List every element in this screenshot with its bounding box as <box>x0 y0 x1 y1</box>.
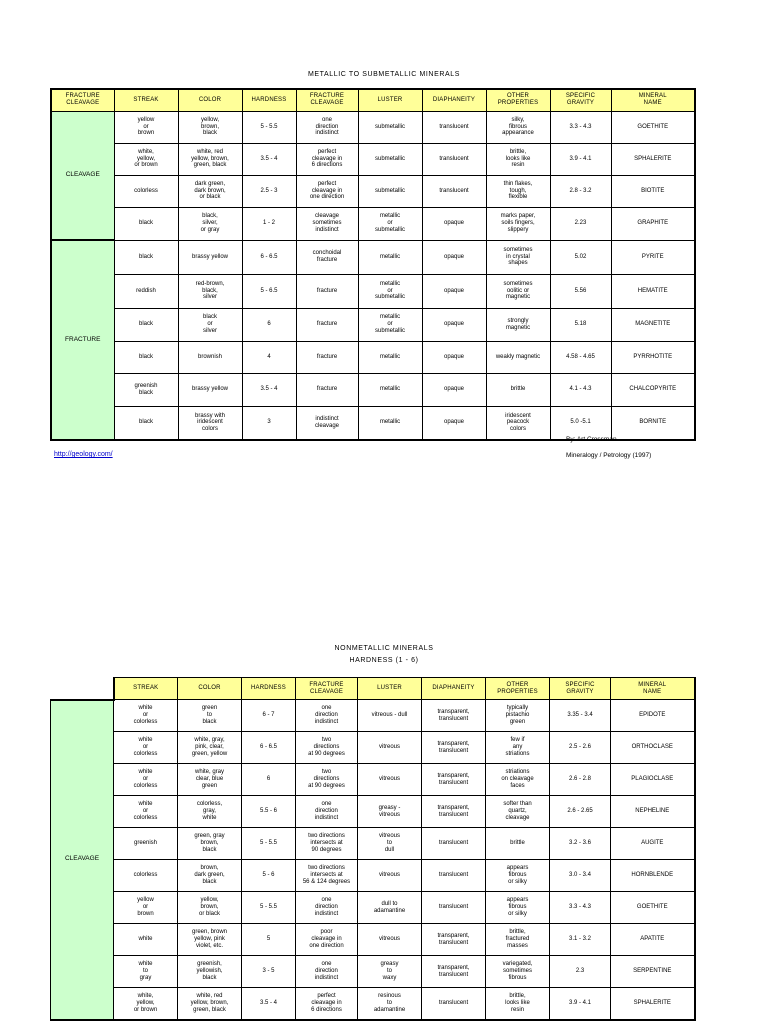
group-label: CLEAVAGE <box>51 111 114 240</box>
table-row <box>51 111 695 143</box>
table-row <box>51 274 695 308</box>
table-cell: yellow, brown, or black <box>178 892 242 924</box>
table-cell: transparent, translucent <box>422 764 486 796</box>
table-cell: weakly magnetic <box>486 341 550 373</box>
table-cell: brassy yellow <box>178 373 242 406</box>
table-cell: 1 - 2 <box>242 207 296 240</box>
table-cell: opaque <box>422 308 486 341</box>
column-header: OTHER PROPERTIES <box>486 678 550 700</box>
column-header: DIAPHANEITY <box>422 678 486 700</box>
table-cell: brittle, looks like resin <box>486 988 550 1020</box>
table-row <box>51 796 695 828</box>
column-header: FRACTURE CLEAVAGE <box>51 89 114 111</box>
table-cell: GOETHITE <box>611 111 695 143</box>
table-cell: two directions at 90 degrees <box>296 732 358 764</box>
table-cell: opaque <box>422 406 486 440</box>
table-cell: 6 <box>242 308 296 341</box>
table-cell: brittle <box>486 828 550 860</box>
table-cell: 3 <box>242 406 296 440</box>
column-header: MINERAL NAME <box>611 678 695 700</box>
table-cell: 2.6 - 2.65 <box>550 796 611 828</box>
table-cell: dark green, dark brown, or black <box>178 175 242 207</box>
table-cell: vitreous <box>358 860 422 892</box>
table-cell: EPIDOTE <box>611 700 695 732</box>
table-cell: colorless, gray, white <box>178 796 242 828</box>
table-cell: vitreous - dull <box>358 700 422 732</box>
group-label: FRACTURE <box>51 240 114 440</box>
table-cell: indistinct cleavage <box>296 406 358 440</box>
table-cell: white or colorless <box>114 732 178 764</box>
table-cell: colorless <box>114 175 178 207</box>
table-cell: CHALCOPYRITE <box>611 373 695 406</box>
table-cell: greenish, yellowish, black <box>178 956 242 988</box>
table-cell: black or silver <box>178 308 242 341</box>
table-cell: 3.35 - 3.4 <box>550 700 611 732</box>
table-row <box>51 207 695 240</box>
table-cell: 3.9 - 4.1 <box>550 988 611 1020</box>
table-cell: 2.3 <box>550 956 611 988</box>
table-cell: one direction indistinct <box>296 111 358 143</box>
table-cell: HORNBLENDE <box>611 860 695 892</box>
table-cell: brassy yellow <box>178 240 242 274</box>
column-header: LUSTER <box>358 678 422 700</box>
table-cell: cleavage sometimes indistinct <box>296 207 358 240</box>
table-cell: ORTHOCLASE <box>611 732 695 764</box>
table-cell: fracture <box>296 308 358 341</box>
table-cell: transparent, translucent <box>422 700 486 732</box>
table-cell: white, gray clear, blue green <box>178 764 242 796</box>
table-cell: opaque <box>422 240 486 274</box>
table-cell: greenish black <box>114 373 178 406</box>
table-row <box>51 892 695 924</box>
table-cell: translucent <box>422 111 486 143</box>
table-row <box>51 406 695 440</box>
table-cell: vitreous <box>358 924 422 956</box>
table-cell: BORNITE <box>611 406 695 440</box>
table-cell: transparent, translucent <box>422 924 486 956</box>
column-header: FRACTURE CLEAVAGE <box>296 678 358 700</box>
credit-author: By: Art Crossman <box>566 436 617 443</box>
table-cell: white, yellow, or brown <box>114 988 178 1020</box>
table-cell: fracture <box>296 274 358 308</box>
table-cell: white or colorless <box>114 764 178 796</box>
table-cell: 5.56 <box>550 274 611 308</box>
table-row <box>51 860 695 892</box>
table-cell: 2.6 - 2.8 <box>550 764 611 796</box>
table-cell: 3.3 - 4.3 <box>550 892 611 924</box>
table-cell: one direction indistinct <box>296 956 358 988</box>
column-header: DIAPHANEITY <box>422 89 486 111</box>
table-cell: submetallic <box>358 111 422 143</box>
table-cell: colorless <box>114 860 178 892</box>
table-cell: yellow or brown <box>114 111 178 143</box>
table-cell: dull to adamantine <box>358 892 422 924</box>
table-cell: 2.8 - 3.2 <box>550 175 611 207</box>
table-cell: metallic <box>358 406 422 440</box>
table-cell: translucent <box>422 175 486 207</box>
table-cell: brown, dark green, black <box>178 860 242 892</box>
table-cell: black <box>114 207 178 240</box>
table-cell: 5 - 5.5 <box>242 892 296 924</box>
table-cell: submetallic <box>358 175 422 207</box>
table-cell: brassy with iridescent colors <box>178 406 242 440</box>
column-header: SPECIFIC GRAVITY <box>550 89 611 111</box>
table-cell: white or colorless <box>114 700 178 732</box>
metallic-header-row <box>51 89 695 111</box>
table-cell: NEPHELINE <box>611 796 695 828</box>
table-cell: MAGNETITE <box>611 308 695 341</box>
table-cell: 2.5 - 2.6 <box>550 732 611 764</box>
column-header: SPECIFIC GRAVITY <box>550 678 611 700</box>
table-cell: translucent <box>422 892 486 924</box>
table-cell: white, red yellow, brown, green, black <box>178 988 242 1020</box>
table-cell: PYRITE <box>611 240 695 274</box>
table-row <box>51 341 695 373</box>
table-cell: metallic <box>358 373 422 406</box>
table-cell: one direction indistinct <box>296 892 358 924</box>
column-header: COLOR <box>178 89 242 111</box>
column-header: OTHER PROPERTIES <box>486 89 550 111</box>
table-cell: greasy - vitreous <box>358 796 422 828</box>
table-cell: green to black <box>178 700 242 732</box>
nonmetallic-title: NONMETALLIC MINERALS <box>334 645 434 652</box>
table-row <box>51 700 695 732</box>
table-cell: opaque <box>422 373 486 406</box>
table-cell: variegated, sometimes fibrous <box>486 956 550 988</box>
table-cell: PLAGIOCLASE <box>611 764 695 796</box>
table-row <box>51 373 695 406</box>
table-cell: 3.5 - 4 <box>242 373 296 406</box>
table-cell: vitreous to dull <box>358 828 422 860</box>
table-row <box>51 732 695 764</box>
table-cell: marks paper, soils fingers, slippery <box>486 207 550 240</box>
group-label: CLEAVAGE <box>51 700 114 1020</box>
table-cell: 3.0 - 3.4 <box>550 860 611 892</box>
table-cell: 6 - 6.5 <box>242 732 296 764</box>
geology-link[interactable]: http://geology.com/ <box>54 451 113 458</box>
table-cell: 5 - 5.5 <box>242 828 296 860</box>
table-cell: conchoidal fracture <box>296 240 358 274</box>
nonmetallic-header-row <box>51 678 695 700</box>
table-row <box>51 764 695 796</box>
column-header: STREAK <box>114 678 178 700</box>
table-row <box>51 143 695 175</box>
column-header: HARDNESS <box>242 89 296 111</box>
table-cell: 5 - 5.5 <box>242 111 296 143</box>
table-cell: 5.02 <box>550 240 611 274</box>
credit-course: Mineralogy / Petrology (1997) <box>566 452 652 459</box>
column-header: HARDNESS <box>242 678 296 700</box>
table-cell: vitreous <box>358 764 422 796</box>
table-cell: 3.3 - 4.3 <box>550 111 611 143</box>
column-header: LUSTER <box>358 89 422 111</box>
table-cell: 3.5 - 4 <box>242 143 296 175</box>
table-cell: perfect cleavage in 6 directions <box>296 143 358 175</box>
table-row <box>51 956 695 988</box>
table-cell: GOETHITE <box>611 892 695 924</box>
table-cell: submetallic <box>358 143 422 175</box>
table-cell: black <box>114 240 178 274</box>
table-cell: two directions intersects at 90 degrees <box>296 828 358 860</box>
table-cell: brownish <box>178 341 242 373</box>
table-cell: one direction indistinct <box>296 796 358 828</box>
table-cell: 4.1 - 4.3 <box>550 373 611 406</box>
table-cell: strongly magnetic <box>486 308 550 341</box>
table-cell: 5.0 -5.1 <box>550 406 611 440</box>
table-cell: SPHALERITE <box>611 143 695 175</box>
table-cell: 2.5 - 3 <box>242 175 296 207</box>
table-cell: thin flakes, tough, flexible <box>486 175 550 207</box>
table-cell: 3.5 - 4 <box>242 988 296 1020</box>
table-cell: transparent, translucent <box>422 732 486 764</box>
table-cell: SPHALERITE <box>611 988 695 1020</box>
table-cell: black <box>114 341 178 373</box>
column-header: STREAK <box>114 89 178 111</box>
table-cell: AUGITE <box>611 828 695 860</box>
table-cell: brittle, looks like resin <box>486 143 550 175</box>
table-cell: black <box>114 308 178 341</box>
table-cell: brittle, fractured masses <box>486 924 550 956</box>
table-cell: opaque <box>422 274 486 308</box>
table-cell: 2.23 <box>550 207 611 240</box>
table-cell: poor cleavage in one direction <box>296 924 358 956</box>
table-cell: white, yellow, or brown <box>114 143 178 175</box>
table-cell: sometimes oolitic or magnetic <box>486 274 550 308</box>
table-row <box>51 988 695 1020</box>
table-cell: appears fibrous or silky <box>486 892 550 924</box>
table-cell: green, gray brown, black <box>178 828 242 860</box>
table-cell: 3.2 - 3.6 <box>550 828 611 860</box>
nonmetallic-subtitle: HARDNESS (1 - 6) <box>349 657 419 664</box>
table-cell: 6 <box>242 764 296 796</box>
table-cell: metallic <box>358 341 422 373</box>
table-row <box>51 924 695 956</box>
table-cell: metallic or submetallic <box>358 207 422 240</box>
table-cell: typically pistachio green <box>486 700 550 732</box>
column-header: FRACTURE CLEAVAGE <box>296 89 358 111</box>
table-cell: opaque <box>422 207 486 240</box>
table-cell: 4.58 - 4.65 <box>550 341 611 373</box>
table-cell: PYRRHOTITE <box>611 341 695 373</box>
table-cell: translucent <box>422 828 486 860</box>
table-cell: red-brown, black, silver <box>178 274 242 308</box>
table-cell: 3.9 - 4.1 <box>550 143 611 175</box>
table-cell: transparent, translucent <box>422 796 486 828</box>
table-cell: two directions intersects at 56 & 124 degrees <box>296 860 358 892</box>
table-row <box>51 308 695 341</box>
table-cell: softer than quartz, cleavage <box>486 796 550 828</box>
table-cell: 6 - 6.5 <box>242 240 296 274</box>
table-cell: transparent, translucent <box>422 956 486 988</box>
column-header: MINERAL NAME <box>611 89 695 111</box>
table-cell: 4 <box>242 341 296 373</box>
table-cell: one direction indistinct <box>296 700 358 732</box>
table-cell: perfect cleavage in one direction <box>296 175 358 207</box>
table-cell: 5 - 6.5 <box>242 274 296 308</box>
table-cell: sometimes in crystal shapes <box>486 240 550 274</box>
table-cell: BIOTITE <box>611 175 695 207</box>
table-cell: appears fibrous or silky <box>486 860 550 892</box>
table-cell: white to gray <box>114 956 178 988</box>
table-cell: 5.5 - 6 <box>242 796 296 828</box>
table-cell: fracture <box>296 341 358 373</box>
table-cell: HEMATITE <box>611 274 695 308</box>
metallic-table <box>50 88 696 441</box>
column-header <box>51 678 114 700</box>
table-cell: APATITE <box>611 924 695 956</box>
table-cell: opaque <box>422 341 486 373</box>
table-cell: resinous to adamantine <box>358 988 422 1020</box>
table-cell: yellow, brown, black <box>178 111 242 143</box>
table-cell: few if any striations <box>486 732 550 764</box>
table-row <box>51 240 695 274</box>
table-row <box>51 828 695 860</box>
table-cell: 5 - 6 <box>242 860 296 892</box>
table-cell: reddish <box>114 274 178 308</box>
table-cell: silky, fibrous appearance <box>486 111 550 143</box>
table-cell: metallic or submetallic <box>358 274 422 308</box>
table-cell: yellow or brown <box>114 892 178 924</box>
table-cell: 3.1 - 3.2 <box>550 924 611 956</box>
table-cell: fracture <box>296 373 358 406</box>
table-cell: vitreous <box>358 732 422 764</box>
table-cell: metallic or submetallic <box>358 308 422 341</box>
table-cell: metallic <box>358 240 422 274</box>
table-cell: black <box>114 406 178 440</box>
table-cell: white, red yellow, brown, green, black <box>178 143 242 175</box>
table-cell: translucent <box>422 143 486 175</box>
table-cell: greenish <box>114 828 178 860</box>
table-cell: striations on cleavage faces <box>486 764 550 796</box>
table-cell: 3 - 5 <box>242 956 296 988</box>
nonmetallic-table <box>50 677 696 1021</box>
table-cell: brittle <box>486 373 550 406</box>
table-row <box>51 175 695 207</box>
table-cell: two directions at 90 degrees <box>296 764 358 796</box>
table-cell: black, silver, or gray <box>178 207 242 240</box>
table-cell: greasy to waxy <box>358 956 422 988</box>
column-header: COLOR <box>178 678 242 700</box>
table-cell: SERPENTINE <box>611 956 695 988</box>
table-cell: perfect cleavage in 6 directions <box>296 988 358 1020</box>
table-cell: white <box>114 924 178 956</box>
table-cell: white, gray, pink, clear, green, yellow <box>178 732 242 764</box>
table-cell: white or colorless <box>114 796 178 828</box>
table-cell: 5.18 <box>550 308 611 341</box>
metallic-title: METALLIC TO SUBMETALLIC MINERALS <box>307 71 461 78</box>
table-cell: GRAPHITE <box>611 207 695 240</box>
table-cell: iridescent peacock colors <box>486 406 550 440</box>
table-cell: green, brown yellow, pink violet, etc. <box>178 924 242 956</box>
table-cell: 5 <box>242 924 296 956</box>
table-cell: translucent <box>422 988 486 1020</box>
table-cell: translucent <box>422 860 486 892</box>
table-cell: 6 - 7 <box>242 700 296 732</box>
